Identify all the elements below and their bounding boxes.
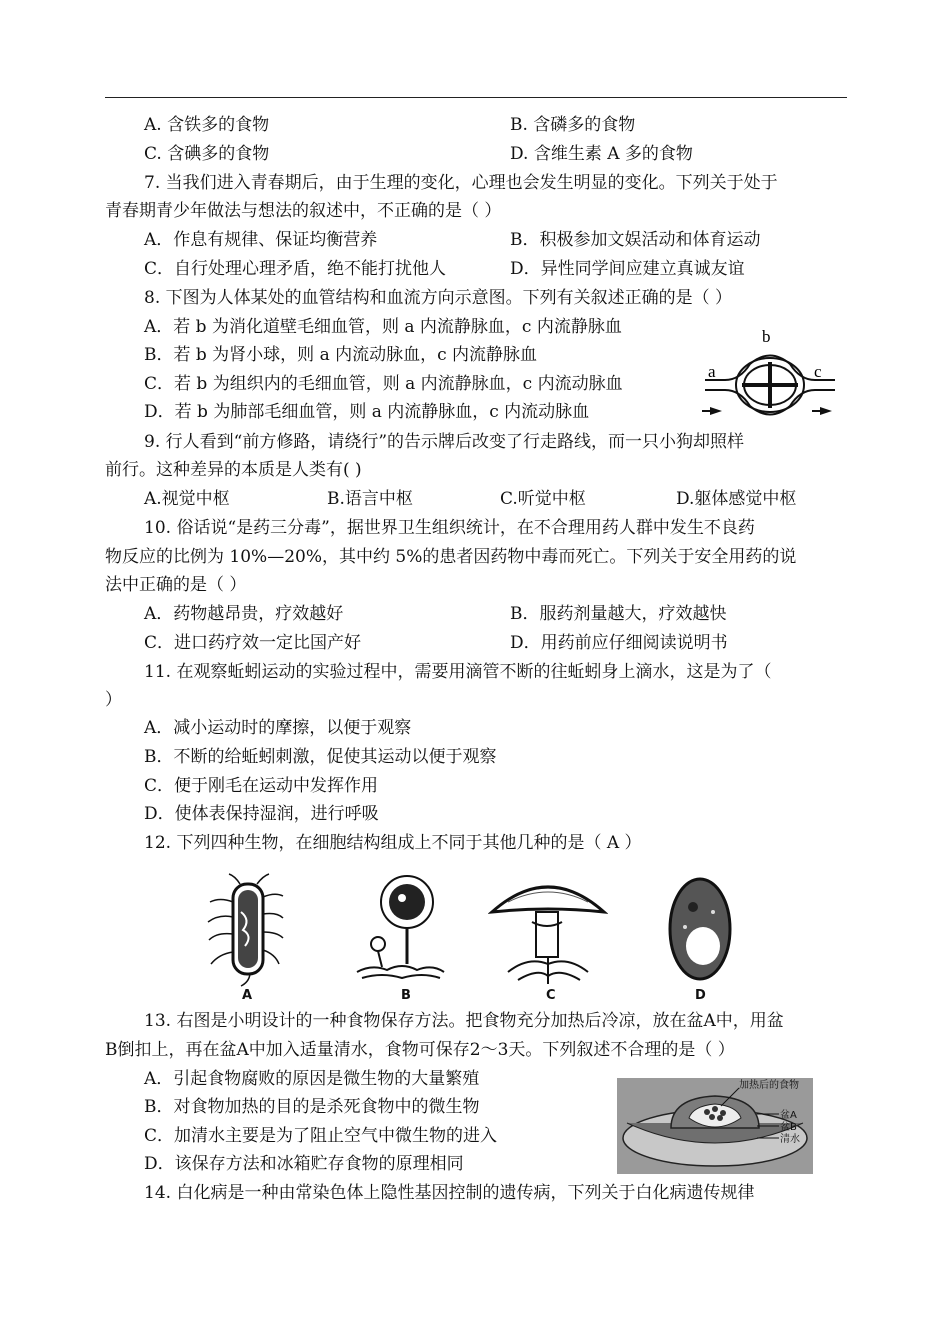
q6-option-a: A. 含铁多的食物 <box>144 115 270 135</box>
q11-option-d: D．使体表保持湿润，进行呼吸 <box>144 804 379 824</box>
q13-option-c: C．加清水主要是为了阻止空气中微生物的进入 <box>144 1126 498 1146</box>
q7-stem-line2: 青春期青少年做法与想法的叙述中，不正确的是（ ） <box>105 201 502 221</box>
q9-option-c: C.听觉中枢 <box>500 489 586 509</box>
q11-option-a: A．减小运动时的摩擦，以便于观察 <box>144 718 412 738</box>
q6-option-c: C. 含碘多的食物 <box>144 144 270 164</box>
q7-option-a: A．作息有规律、保证均衡营养 <box>144 230 378 250</box>
q9-stem-line1: 9. 行人看到“前方修路，请绕行”的告示牌后改变了行走路线，而一只小狗却照样 <box>144 432 745 452</box>
label-c: c <box>814 362 822 381</box>
label-heated-food: 加热后的食物 <box>739 1080 799 1091</box>
q8-stem: 8. 下图为人体某处的血管结构和血流方向示意图。下列有关叙述正确的是（ ） <box>144 288 733 308</box>
mold-figure <box>352 872 447 987</box>
caption-b: B <box>401 988 411 1003</box>
q9-option-b: B.语言中枢 <box>327 489 413 509</box>
q11-option-c: C．便于刚毛在运动中发挥作用 <box>144 776 379 796</box>
q10-stem-line3: 法中正确的是（ ） <box>105 575 247 595</box>
q7-stem-line1: 7. 当我们进入青春期后，由于生理的变化，心理也会发生明显的变化。下列关于处于 <box>144 173 778 193</box>
label-b: b <box>762 327 771 346</box>
bacterium-figure <box>205 872 285 987</box>
q13-stem-line1: 13. 右图是小明设计的一种食物保存方法。把食物充分加热后冷凉，放在盆A中，用盆 <box>144 1011 784 1031</box>
q14-stem-line1: 14. 白化病是一种由常染色体上隐性基因控制的遗传病，下列关于白化病遗传规律 <box>144 1183 755 1203</box>
q9-stem-line2: 前行。这种差异的本质是人类有( ) <box>105 460 362 480</box>
caption-a: A <box>242 988 253 1003</box>
label-basin-a: 盆A <box>780 1110 797 1121</box>
label-a: a <box>708 362 716 381</box>
blood-vessel-diagram <box>700 322 845 427</box>
label-basin-b: 盆B <box>780 1122 797 1133</box>
q10-option-b: B．服药剂量越大，疗效越快 <box>510 604 727 624</box>
food-storage-figure <box>617 1078 813 1174</box>
q7-option-c: C．自行处理心理矛盾，绝不能打扰他人 <box>144 259 447 279</box>
q13-stem-line2: B倒扣上，再在盆A中加入适量清水，食物可保存2～3天。下列叙述不合理的是（ ） <box>105 1040 735 1060</box>
q10-option-c: C．进口药疗效一定比国产好 <box>144 633 362 653</box>
caption-d: D <box>695 988 706 1003</box>
q6-option-d: D. 含维生素 A 多的食物 <box>510 144 693 164</box>
q10-option-d: D．用药前应仔细阅读说明书 <box>510 633 728 653</box>
q6-option-b: B. 含磷多的食物 <box>510 115 636 135</box>
q7-option-b: B．积极参加文娱活动和体育运动 <box>510 230 761 250</box>
q8-option-a: A．若 b 为消化道壁毛细血管，则 a 内流静脉血，c 内流静脉血 <box>144 317 622 337</box>
q7-option-d: D．异性同学间应建立真诚友谊 <box>510 259 745 279</box>
q12-stem: 12. 下列四种生物，在细胞结构组成上不同于其他几种的是（ A ） <box>144 833 642 853</box>
mushroom-figure <box>488 872 608 987</box>
yeast-figure <box>663 872 738 987</box>
q9-option-d: D.躯体感觉中枢 <box>676 489 797 509</box>
q10-option-a: A．药物越昂贵，疗效越好 <box>144 604 344 624</box>
q13-option-b: B．对食物加热的目的是杀死食物中的微生物 <box>144 1097 480 1117</box>
q13-option-a: A．引起食物腐败的原因是微生物的大量繁殖 <box>144 1069 480 1089</box>
q13-option-d: D．该保存方法和冰箱贮存食物的原理相同 <box>144 1154 464 1174</box>
label-water: 清水 <box>780 1134 800 1145</box>
q8-option-b: B．若 b 为肾小球，则 a 内流动脉血，c 内流静脉血 <box>144 345 538 365</box>
q9-option-a: A.视觉中枢 <box>144 489 230 509</box>
q8-option-c: C．若 b 为组织内的毛细血管，则 a 内流静脉血，c 内流动脉血 <box>144 374 623 394</box>
q10-stem-line2: 物反应的比例为 10%—20%，其中约 5%的患者因药物中毒而死亡。下列关于安全用药的说 <box>105 547 797 567</box>
q11-stem-line2: ） <box>105 690 122 710</box>
header-rule <box>105 97 847 98</box>
caption-c: C <box>546 988 556 1003</box>
q11-option-b: B．不断的给蚯蚓刺激，促使其运动以便于观察 <box>144 747 497 767</box>
q11-stem-line1: 11. 在观察蚯蚓运动的实验过程中，需要用滴管不断的往蚯蚓身上滴水，这是为了（ <box>144 662 772 682</box>
q10-stem-line1: 10. 俗话说“是药三分毒”，据世界卫生组织统计，在不合理用药人群中发生不良药 <box>144 518 755 538</box>
q8-option-d: D．若 b 为肺部毛细血管，则 a 内流静脉血，c 内流动脉血 <box>144 402 590 422</box>
